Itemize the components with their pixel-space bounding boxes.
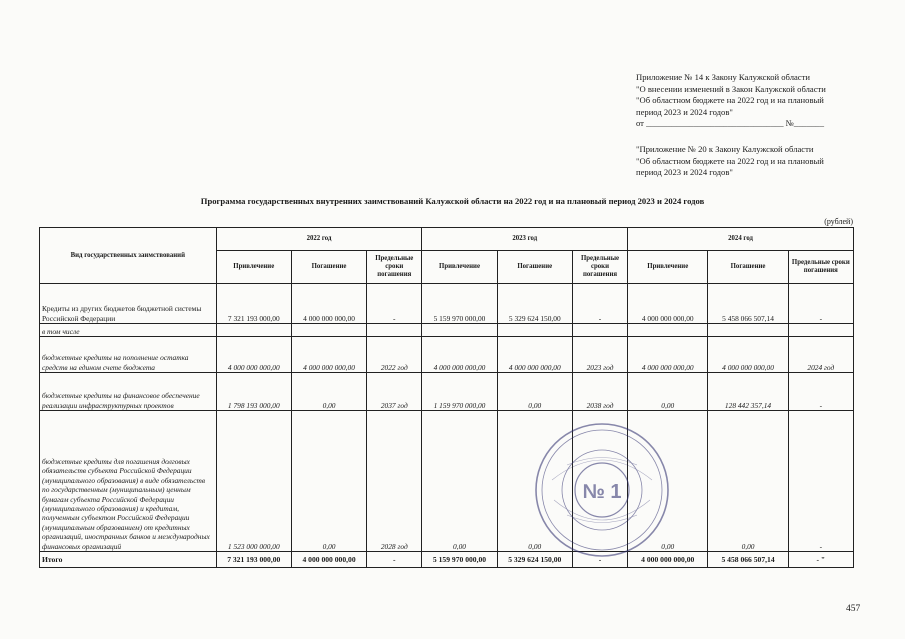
row-name: бюджетные кредиты на финансовое обеспечение реализации инфраструктурных проектов	[40, 373, 217, 411]
appendix-header-2	[636, 144, 876, 179]
cell: 2028 год	[367, 411, 422, 552]
header-line: период 2023 и 2024 годов"	[636, 167, 733, 178]
header-line: "Об областном бюджете на 2022 год и на плановый	[636, 95, 824, 106]
cell: 0,00	[628, 411, 708, 552]
sub-header: Погашение	[291, 251, 366, 284]
table-row	[40, 337, 854, 373]
cell	[788, 324, 853, 337]
header-line: Приложение № 14 к Закону Калужской области	[636, 72, 810, 82]
header-line: от ________________________________ №_______	[636, 118, 825, 129]
cell: 0,00	[497, 373, 572, 411]
page-title: Программа государственных внутренних заимствований Калужской области на 2022 год и на плановый период 2023 и 2024 годов	[200, 196, 705, 206]
cell: 4 000 000 000,00	[497, 337, 572, 373]
cell: -	[788, 373, 853, 411]
cell: -	[788, 411, 853, 552]
cell: 0,00	[497, 411, 572, 552]
stamp-number: № 1	[582, 481, 622, 503]
cell: 0,00	[708, 411, 788, 552]
row-name: бюджетные кредиты на пополнение остатка средств на едином счете бюджета	[40, 337, 217, 373]
cell	[497, 324, 572, 337]
cell: 5 458 066 507,14	[708, 552, 788, 568]
cell: 5 159 970 000,00	[422, 552, 497, 568]
row-name: бюджетные кредиты для погашения долговых обязательств субъекта Российской Федерации (муниципального образования) в виде обязательств по государственным (муниципальным) ценным бумагам субъекта Российской Федерации (муниципального образования) и кредитам, полученным субъектом Российской Федерации (муниципальным образованием) от кредитных организаций, иностранных банков и международных финансовых организаций	[40, 411, 217, 552]
cell: -	[367, 552, 422, 568]
year-header: 2023 год	[422, 228, 628, 251]
borrowing-table	[39, 227, 854, 568]
appendix-header-1	[636, 72, 876, 130]
cell: 4 000 000 000,00	[291, 284, 366, 324]
sub-header: Привлечение	[422, 251, 497, 284]
total-label: Итого	[40, 552, 217, 568]
sub-header: Погашение	[497, 251, 572, 284]
sub-header: Предельные сроки погашения	[367, 251, 422, 284]
row-name: Кредиты из других бюджетов бюджетной системы Российской Федерации	[40, 284, 217, 324]
cell	[628, 324, 708, 337]
cell: 4 000 000 000,00	[628, 337, 708, 373]
cell: 4 000 000 000,00	[291, 337, 366, 373]
cell	[291, 324, 366, 337]
cell: -	[572, 552, 627, 568]
header-line: "Об областном бюджете на 2022 год и на плановый	[636, 155, 824, 166]
cell: 1 159 970 000,00	[422, 373, 497, 411]
cell: 4 000 000 000,00	[422, 337, 497, 373]
cell: -	[572, 284, 627, 324]
cell: 4 000 000 000,00	[628, 552, 708, 568]
cell: 1 798 193 000,00	[216, 373, 291, 411]
cell: 2024 год	[788, 337, 853, 373]
cell: 2023 год	[572, 337, 627, 373]
table-row	[40, 284, 854, 324]
header-line: период 2023 и 2024 годов"	[636, 106, 733, 117]
cell: 7 321 193 000,00	[216, 552, 291, 568]
cell: 5 458 066 507,14	[708, 284, 788, 324]
cell: 0,00	[422, 411, 497, 552]
cell	[708, 324, 788, 337]
sub-header: Предельные сроки погашения	[788, 251, 853, 284]
cell: - "	[788, 552, 853, 568]
page-number: 457	[846, 604, 861, 614]
cell: 5 329 624 150,00	[497, 552, 572, 568]
year-header: 2022 год	[216, 228, 422, 251]
col-kind-header: Вид государственных заимствований	[40, 228, 217, 284]
header-line: "О внесении изменений в Закон Калужской области	[636, 83, 826, 94]
table-row	[40, 324, 854, 337]
cell	[422, 324, 497, 337]
cell: 5 329 624 150,00	[497, 284, 572, 324]
official-stamp	[532, 420, 672, 560]
unit-label: (рублей)	[824, 217, 853, 226]
sub-header: Предельные сроки погашения	[572, 251, 627, 284]
table-row	[40, 373, 854, 411]
cell: -	[788, 284, 853, 324]
cell: 2022 год	[367, 337, 422, 373]
sub-header: Привлечение	[628, 251, 708, 284]
cell: 2038 год	[572, 373, 627, 411]
sub-header: Привлечение	[216, 251, 291, 284]
cell: 5 159 970 000,00	[422, 284, 497, 324]
cell: 2037 год	[367, 373, 422, 411]
table-row	[40, 411, 854, 552]
cell: 7 321 193 000,00	[216, 284, 291, 324]
cell: 4 000 000 000,00	[708, 337, 788, 373]
cell: 0,00	[291, 373, 366, 411]
cell: 4 000 000 000,00	[291, 552, 366, 568]
cell	[572, 324, 627, 337]
cell: 4 000 000 000,00	[628, 284, 708, 324]
cell: 0,00	[628, 373, 708, 411]
year-header: 2024 год	[628, 228, 854, 251]
cell: 0,00	[291, 411, 366, 552]
cell: 1 523 000 000,00	[216, 411, 291, 552]
sub-header: Погашение	[708, 251, 788, 284]
cell	[367, 324, 422, 337]
cell: 4 000 000 000,00	[216, 337, 291, 373]
cell	[216, 324, 291, 337]
cell: 128 442 357,14	[708, 373, 788, 411]
row-name: в том числе	[40, 324, 217, 337]
total-row	[40, 552, 854, 568]
header-line: "Приложение № 20 к Закону Калужской области	[636, 144, 814, 154]
cell: -	[367, 284, 422, 324]
